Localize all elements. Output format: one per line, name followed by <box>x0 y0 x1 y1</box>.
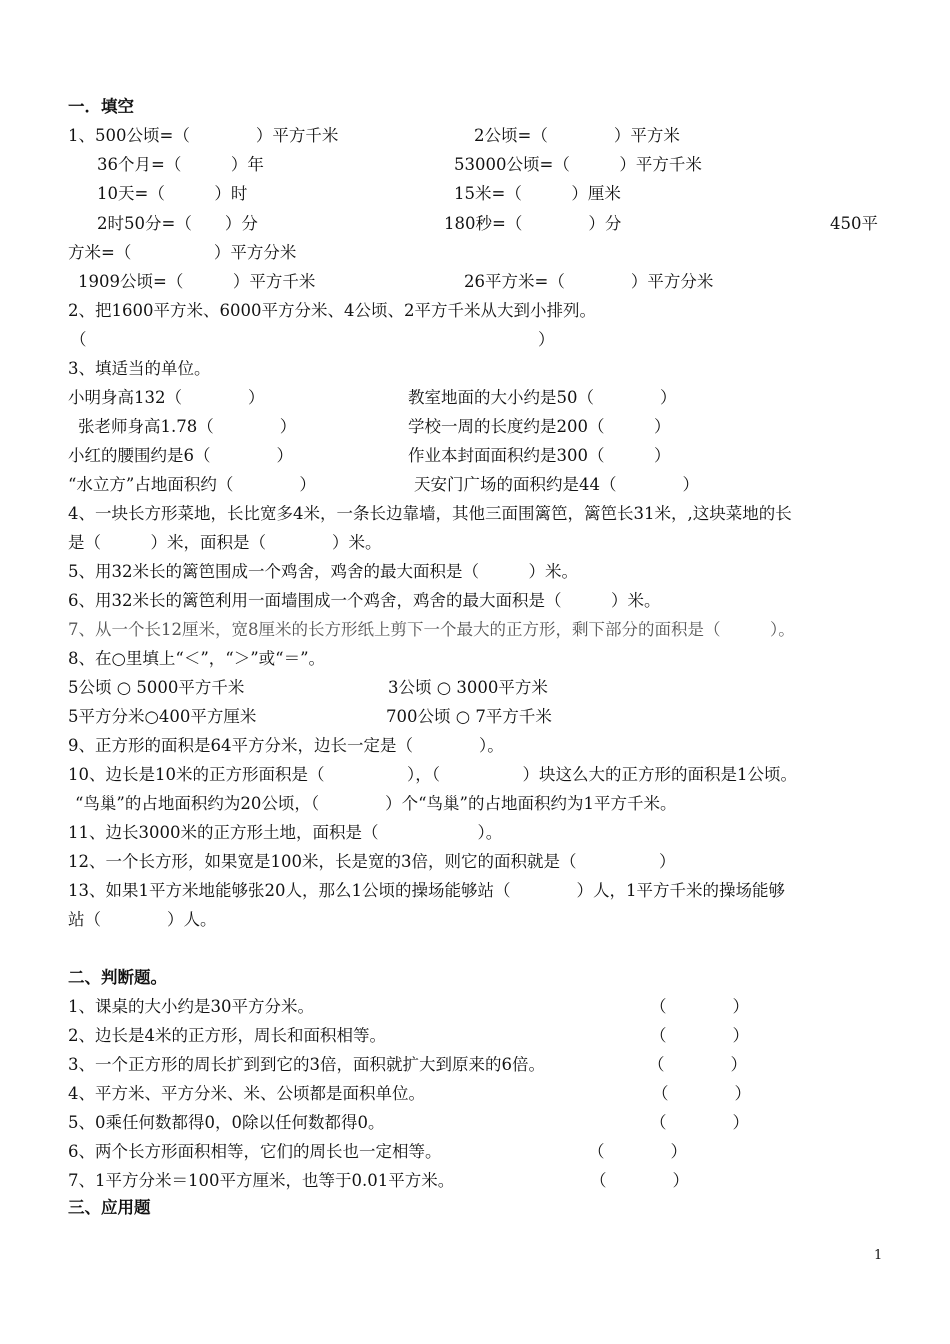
q1-k: 1909公顷=（ ）平方千米 <box>78 272 316 291</box>
judge-mark-4: （ ） <box>652 1084 751 1103</box>
q6: 6、用32米长的篱笆利用一面墙围成一个鸡舍，鸡舍的最大面积是（ ）米。 <box>68 591 661 610</box>
q13-line2: 站（ ）人。 <box>68 910 217 929</box>
q3-d: 学校一周的长度约是200（ ） <box>408 417 671 436</box>
q3-a: 小明身高132（ ） <box>68 388 265 407</box>
q3-h: 天安门广场的面积约是44（ ） <box>414 475 699 494</box>
q8: 8、在○里填上“＜”，“＞”或“＝”。 <box>68 649 326 668</box>
judge-item-4: 4、平方米、平方分米、米、公顷都是面积单位。 <box>68 1084 425 1103</box>
judge-mark-3: （ ） <box>648 1055 747 1074</box>
q8-c: 5平方分米○400平方厘米 <box>68 707 257 726</box>
q1-b: 2公顷=（ ）平方米 <box>474 126 680 145</box>
q8-b: 3公顷 ○ 3000平方米 <box>388 678 548 697</box>
section-title-judge: 二、判断题。 <box>68 968 167 987</box>
q1-i: 450平 <box>830 214 878 233</box>
q3-e: 小红的腰围约是6（ ） <box>68 446 293 465</box>
q1-a: 1、500公顷=（ ）平方千米 <box>68 126 339 145</box>
q13-line1: 13、如果1平方米地能够张20人，那么1公顷的操场能够站（ ）人，1平方千米的操场能够 <box>68 881 785 900</box>
q4-line1: 4、一块长方形菜地，长比宽多4米，一条长边靠墙，其他三面围篱笆，篱笆长31米，,这块菜地的长 <box>68 504 792 523</box>
q3-b: 教室地面的大小约是50（ ） <box>408 388 677 407</box>
judge-mark-6: （ ） <box>588 1142 687 1161</box>
judge-item-7: 7、1平方分米＝100平方厘米，也等于0.01平方米。 <box>68 1171 455 1190</box>
q1-h: 180秒=（ ）分 <box>444 214 622 233</box>
judge-item-3: 3、一个正方形的周长扩到到它的3倍，面积就扩大到原来的6倍。 <box>68 1055 545 1074</box>
q1-j: 方米=（ ）平方分米 <box>68 243 297 262</box>
section-title-apply: 三、应用题 <box>68 1198 151 1217</box>
q3-f: 作业本封面面积约是300（ ） <box>408 446 671 465</box>
q1-e: 10天=（ ）时 <box>97 184 248 203</box>
q12: 12、一个长方形，如果宽是100米，长是宽的3倍，则它的面积就是（ ） <box>68 852 676 871</box>
q11: 11、边长3000米的正方形土地，面积是（ ）。 <box>68 823 503 842</box>
q1-c: 36个月=（ ）年 <box>97 155 264 174</box>
judge-mark-2: （ ） <box>650 1026 749 1045</box>
q2-blank-right: ） <box>538 330 555 349</box>
q1-d: 53000公顷=（ ）平方千米 <box>454 155 702 174</box>
judge-mark-7: （ ） <box>590 1171 689 1190</box>
q1-l: 26平方米=（ ）平方分米 <box>464 272 714 291</box>
q1-f: 15米=（ ）厘米 <box>454 184 621 203</box>
judge-mark-1: （ ） <box>650 997 749 1016</box>
q8-a: 5公顷 ○ 5000平方千米 <box>68 678 245 697</box>
judge-item-1: 1、课桌的大小约是30平方分米。 <box>68 997 314 1016</box>
q3-c: 张老师身高1.78（ ） <box>78 417 297 436</box>
section-title-fill: 一．填空 <box>68 97 134 116</box>
q5: 5、用32米长的篱笆围成一个鸡舍，鸡舍的最大面积是（ ）米。 <box>68 562 578 581</box>
judge-item-5: 5、0乘任何数都得0，0除以任何数都得0。 <box>68 1113 385 1132</box>
q1-g: 2时50分=（ ）分 <box>97 214 258 233</box>
q8-d: 700公顷 ○ 7平方千米 <box>386 707 552 726</box>
q2-blank-left: （ <box>70 330 87 349</box>
q9: 9、正方形的面积是64平方分米，边长一定是（ ）。 <box>68 736 504 755</box>
q3: 3、填适当的单位。 <box>68 359 211 378</box>
q7: 7、从一个长12厘米，宽8厘米的长方形纸上剪下一个最大的正方形，剩下部分的面积是（ ）。 <box>68 620 795 639</box>
q10-line1: 10、边长是10米的正方形面积是（ ），（ ）块这么大的正方形的面积是1公顷。 <box>68 765 797 784</box>
judge-item-2: 2、边长是4米的正方形，周长和面积相等。 <box>68 1026 386 1045</box>
q2: 2、把1600平方米、6000平方分米、4公顷、2平方千米从大到小排列。 <box>68 301 596 320</box>
judge-item-6: 6、两个长方形面积相等，它们的周长也一定相等。 <box>68 1142 442 1161</box>
q10-line2: “鸟巢”的占地面积约为20公顷，（ ）个“鸟巢”的占地面积约为1平方千米。 <box>75 794 677 813</box>
page-number: 1 <box>874 1248 883 1263</box>
judge-mark-5: （ ） <box>650 1113 749 1132</box>
q4-line2: 是（ ）米，面积是（ ）米。 <box>68 533 382 552</box>
q3-g: “水立方”占地面积约（ ） <box>68 475 316 494</box>
